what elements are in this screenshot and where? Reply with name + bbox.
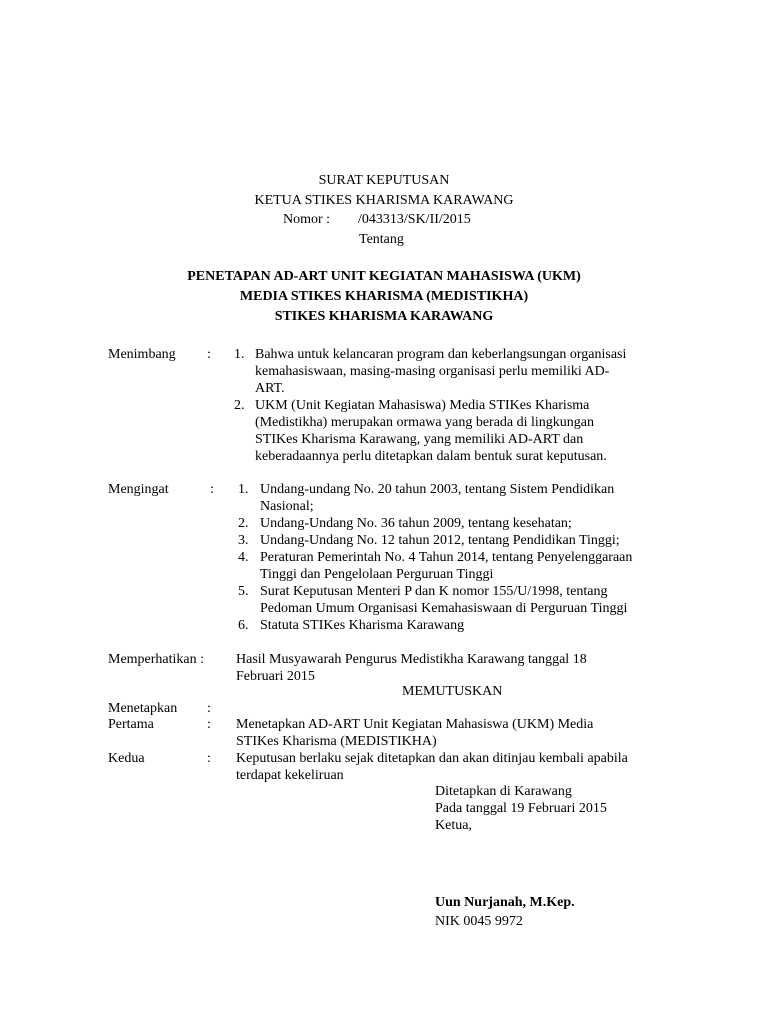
mengingat-colon: : [210, 482, 214, 497]
menimbang-num-2: 2. [234, 398, 245, 413]
memperhatikan-line: Hasil Musyawarah Pengurus Medistikha Karawang tanggal 18 [236, 652, 587, 667]
signatory-name: Uun Nurjanah, M.Kep. [435, 895, 575, 910]
tentang-label: Tentang [359, 232, 404, 247]
kedua-label: Kedua [108, 751, 145, 766]
jabatan: Ketua, [435, 818, 472, 833]
menimbang-num-1: 1. [234, 347, 245, 362]
doc-title: SURAT KEPUTUSAN [318, 173, 450, 188]
menimbang-item-2-line: (Medistikha) merupakan ormawa yang berada di lingkungan [255, 415, 595, 430]
menimbang-item-1-line: Bahwa untuk kelancaran program dan keberlangsungan organisasi [255, 347, 627, 362]
kedua-line: terdapat kekeliruan [236, 768, 344, 783]
mengingat-num-3: 3. [238, 533, 249, 548]
mengingat-item-6-line: Statuta STIKes Kharisma Karawang [260, 618, 465, 633]
tanggal-ditetapkan: Pada tanggal 19 Februari 2015 [435, 801, 607, 816]
menimbang-label: Menimbang [108, 347, 176, 362]
nomor-value: /043313/SK/II/2015 [358, 212, 471, 227]
mengingat-num-5: 5. [238, 584, 249, 599]
mengingat-label: Mengingat [108, 482, 169, 497]
nomor-label: Nomor : [283, 212, 331, 227]
menetapkan-label: Menetapkan [108, 701, 178, 716]
pertama-line: STIKes Kharisma (MEDISTIKHA) [236, 734, 437, 749]
subject-line-2: MEDIA STIKES KHARISMA (MEDISTIKHA) [239, 289, 529, 304]
mengingat-num-1: 1. [238, 482, 249, 497]
signatory-nik: NIK 0045 9972 [435, 914, 523, 929]
memutuskan-heading: MEMUTUSKAN [402, 684, 503, 699]
menimbang-item-2-line: UKM (Unit Kegiatan Mahasiswa) Media STIKes Kharisma [255, 398, 590, 413]
memperhatikan-line: Februari 2015 [236, 669, 315, 684]
mengingat-item-1-line: Undang-undang No. 20 tahun 2003, tentang Sistem Pendidikan [260, 482, 615, 497]
mengingat-item-3-line: Undang-Undang No. 12 tahun 2012, tentang Pendidikan Tinggi; [260, 533, 620, 548]
mengingat-num-2: 2. [238, 516, 249, 531]
mengingat-num-6: 6. [238, 618, 249, 633]
mengingat-item-1-line: Nasional; [260, 499, 314, 514]
doc-issuer: KETUA STIKES KHARISMA KARAWANG [254, 193, 514, 208]
kedua-colon: : [207, 751, 211, 766]
memperhatikan-label: Memperhatikan : [108, 652, 205, 667]
menimbang-colon: : [207, 347, 211, 362]
pertama-line: Menetapkan AD-ART Unit Kegiatan Mahasiswa (UKM) Media [236, 717, 594, 732]
mengingat-item-5-line: Surat Keputusan Menteri P dan K nomor 155/U/1998, tentang [260, 584, 608, 599]
pertama-label: Pertama [108, 717, 154, 732]
ditetapkan-di: Ditetapkan di Karawang [435, 784, 572, 799]
pertama-colon: : [207, 717, 211, 732]
mengingat-num-4: 4. [238, 550, 249, 565]
kedua-line: Keputusan berlaku sejak ditetapkan dan akan ditinjau kembali apabila [236, 751, 628, 766]
mengingat-item-4-line: Peraturan Pemerintah No. 4 Tahun 2014, tentang Penyelenggaraan [260, 550, 633, 565]
menimbang-item-2-line: keberadaannya perlu ditetapkan dalam bentuk surat keputusan. [255, 449, 607, 464]
menimbang-item-1-line: kemahasiswaan, masing-masing organisasi perlu memiliki AD- [255, 364, 610, 379]
subject-line-1: PENETAPAN AD-ART UNIT KEGIATAN MAHASISWA (UKM) [187, 269, 581, 284]
menimbang-item-2-line: STIKes Kharisma Karawang, yang memiliki AD-ART dan [255, 432, 584, 447]
subject-line-3: STIKES KHARISMA KARAWANG [274, 309, 494, 324]
menimbang-item-1-line: ART. [255, 381, 285, 396]
mengingat-item-4-line: Tinggi dan Pengelolaan Perguruan Tinggi [260, 567, 494, 582]
menetapkan-colon: : [207, 701, 211, 716]
mengingat-item-5-line: Pedoman Umum Organisasi Kemahasiswaan di Perguruan Tinggi [260, 601, 628, 616]
mengingat-item-2-line: Undang-Undang No. 36 tahun 2009, tentang kesehatan; [260, 516, 572, 531]
